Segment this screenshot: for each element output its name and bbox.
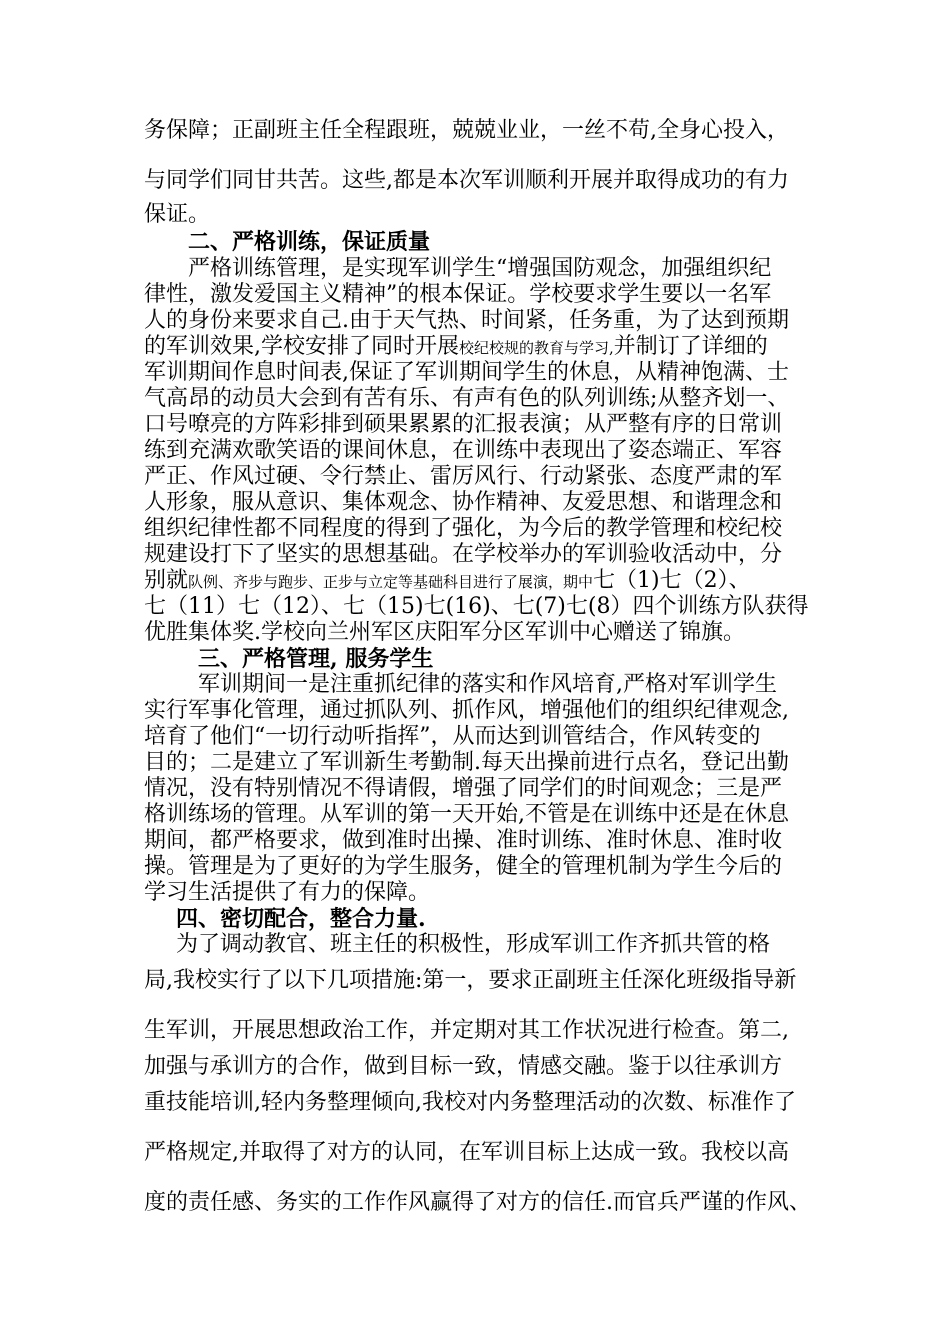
section-heading: 三、严格管理, 服务学生 [198, 646, 434, 672]
text-line: 度的责任感、务实的工作作风赢得了对方的信任.而官兵严谨的作风、 [144, 1190, 811, 1215]
text-line: 格训练场的管理。从军训的第一天开始,不管是在训练中还是在休息 [144, 802, 789, 827]
text-line: 规建设打下了坚实的思想基础。在学校举办的军训验收活动中，分 [144, 542, 783, 567]
text-line: 优胜集体奖.学校向兰州军区庆阳军分区军训中心赠送了锦旗。 [144, 620, 745, 645]
text-line: 为了调动教官、班主任的积极性，形成军训工作齐抓共管的格 [176, 932, 771, 957]
text-line: 严格训练管理，是实现军训学生“增强国防观念，加强组织纪 [188, 256, 772, 281]
text-line: 军训期间一是注重抓纪律的落实和作风培育,严格对军训学生 [198, 672, 777, 697]
text-line: 目的；二是建立了军训新生考勤制.每天出操前进行点名，登记出勤 [144, 750, 789, 775]
text-line: 组织纪律性都不同程度的得到了强化，为今后的教学管理和校纪校 [144, 516, 783, 541]
text-line: 操。管理是为了更好的为学生服务，健全的管理机制为学生今后的 [144, 854, 783, 879]
text-line: 学习生活提供了有力的保障。 [144, 880, 431, 905]
text-run: 七（1)七（2）、 [593, 568, 751, 593]
text-line: 口号嘹亮的方阵彩排到硕果累累的汇报表演；从严整有序的日常训 [144, 412, 783, 437]
text-run-small: 队例、齐步与跑步、正步与立定等基础科目进行了展演，期中 [188, 573, 594, 591]
text-line: 加强与承训方的合作，做到目标一致，情感交融。鉴于以往承训方 [144, 1054, 783, 1079]
text-line: 人的身份来要求自己.由于天气热、时间紧，任务重，为了达到预期 [144, 308, 789, 333]
text-line [144, 568, 751, 595]
section-heading: 二、严格训练，保证质量 [188, 229, 431, 255]
text-line: 保证。 [144, 202, 211, 227]
text-line: 严正、作风过硬、令行禁止、雷厉风行、行动紧张、态度严肃的军 [144, 464, 783, 489]
text-line: 七（11）七（12）、七（15)七(16)、七(7)七(8）四个训练方队获得 [144, 594, 809, 619]
text-line: 培育了他们“一切行动听指挥”，从而达到训管结合，作风转变的 [144, 724, 761, 749]
text-run: 别就 [144, 568, 189, 593]
text-line: 务保障；正副班主任全程跟班，兢兢业业，一丝不苟,全身心投入， [144, 118, 789, 143]
text-line: 练到充满欢歌笑语的课间休息，在训练中表现出了姿态端正、军容 [144, 438, 783, 463]
text-line: 军训期间作息时间表,保证了军训期间学生的休息，从精神饱满、士 [144, 360, 789, 385]
text-line: 严格规定,并取得了对方的认同，在军训目标上达成一致。我校以高 [144, 1140, 789, 1165]
text-line: 生军训，开展思想政治工作，并定期对其工作状况进行检查。第二, [144, 1018, 789, 1043]
text-line: 实行军事化管理，通过抓队列、抓作风，增强他们的组织纪律观念, [144, 698, 789, 723]
text-line: 与同学们同甘共苦。这些,都是本次军训顺利开展并取得成功的有力 [144, 168, 789, 193]
text-line: 情况，没有特别情况不得请假，增强了同学们的时间观念；三是严 [144, 776, 783, 801]
text-line [144, 334, 768, 361]
text-line: 律性，激发爱国主义精神”的根本保证。学校要求学生要以一名军 [144, 282, 772, 307]
section-heading: 四、密切配合，整合力量. [176, 906, 426, 932]
text-line: 重技能培训,轻内务整理倾向,我校对内务整理活动的次数、标准作了 [144, 1090, 796, 1115]
text-line: 局,我校实行了以下几项措施:第一，要求正副班主任深化班级指导新 [144, 968, 797, 993]
text-line: 期间，都严格要求，做到准时出操、准时训练、准时休息、准时收 [144, 828, 783, 853]
text-line: 人形象，服从意识、集体观念、协作精神、友爱思想、和谐理念和 [144, 490, 783, 515]
text-line: 气高昂的动员大会到有苦有乐、有声有色的队列训练;从整齐划一、 [144, 386, 790, 411]
text-run: 的军训效果,学校安排了同时开展 [144, 334, 459, 359]
text-run: 并制订了详细的 [613, 334, 768, 359]
text-run-small: 校纪校规的教育与学习, [459, 339, 614, 357]
